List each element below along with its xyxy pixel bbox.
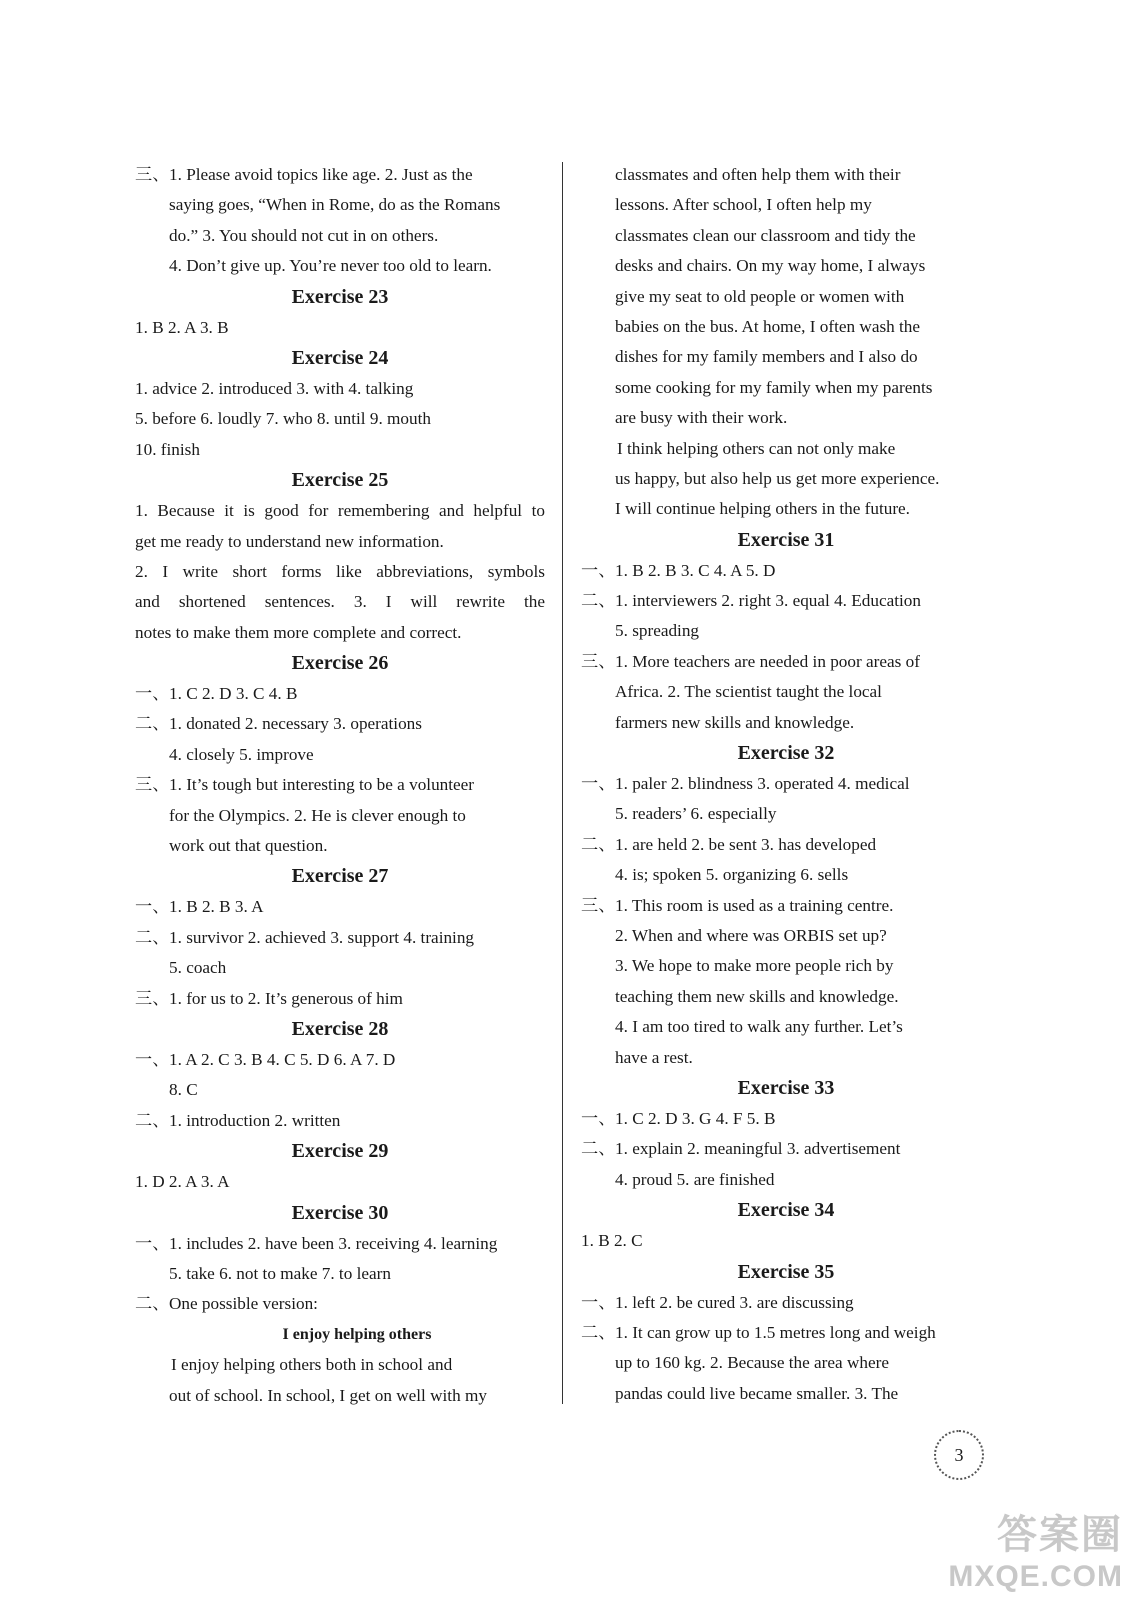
- section-marker: 一、: [135, 1049, 170, 1069]
- answer-line: work out that question.: [169, 836, 328, 856]
- answer-line: [581, 1288, 991, 1318]
- answer-line: [581, 891, 991, 921]
- section-marker: 一、: [581, 774, 616, 794]
- answer-text: 1. More teachers are needed in poor areas of: [615, 651, 920, 671]
- exercise-heading: Exercise 33: [737, 1076, 835, 1099]
- section-marker: 一、: [135, 684, 170, 704]
- answer-line: 1. B 2. A 3. B: [135, 317, 229, 337]
- answer-line: 1. D 2. A 3. A: [135, 1172, 230, 1192]
- answer-text: 1. left 2. be cured 3. are discussing: [615, 1292, 854, 1312]
- answer-line: I enjoy helping others both in school and: [171, 1355, 453, 1375]
- watermark-logo-text: 答案圈: [997, 1513, 1123, 1557]
- exercise-heading: Exercise 34: [737, 1199, 835, 1222]
- exercise-heading: Exercise 30: [291, 1201, 389, 1224]
- section-marker: 一、: [581, 1108, 616, 1128]
- answer-text: 1. Please avoid topics like age. 2. Just as the: [169, 165, 473, 184]
- watermark-url: MXQE.COM: [948, 1560, 1123, 1593]
- answer-line: pandas could live became smaller. 3. The: [615, 1383, 899, 1403]
- answer-line: are busy with their work.: [615, 408, 788, 428]
- exercise-heading: Exercise 23: [291, 285, 389, 308]
- answer-line: [135, 984, 545, 1014]
- answer-line: 10. finish: [135, 439, 200, 459]
- section-marker: 二、: [581, 591, 616, 611]
- section-marker: 二、: [581, 834, 616, 854]
- answer-line: get me ready to understand new information.: [135, 531, 444, 551]
- page-number: 3: [934, 1430, 984, 1480]
- answer-line: [135, 892, 545, 922]
- exercise-heading: Exercise 29: [291, 1140, 389, 1163]
- answer-line: [135, 1289, 545, 1319]
- answer-line: [581, 586, 991, 616]
- answer-text: 1. It’s tough but interesting to be a volunteer: [169, 775, 475, 795]
- answer-line: [581, 1104, 991, 1134]
- answer-line: 4. is; spoken 5. organizing 6. sells: [615, 865, 849, 885]
- exercise-heading: Exercise 26: [291, 652, 389, 675]
- answer-line: out of school. In school, I get on well with my: [169, 1385, 487, 1405]
- answer-line: 1. advice 2. introduced 3. with 4. talking: [135, 378, 414, 398]
- exercise-heading: Exercise 31: [737, 528, 835, 551]
- section-marker: 一、: [135, 897, 170, 917]
- exercise-heading: Exercise 27: [291, 865, 389, 888]
- section-marker: 三、: [135, 988, 170, 1008]
- answer-line: 2. I write short forms like abbreviations, symbols: [135, 561, 545, 581]
- answer-line: us happy, but also help us get more experience.: [615, 468, 940, 488]
- answer-text: 1. It can grow up to 1.5 metres long and weigh: [615, 1322, 936, 1342]
- section-marker: 三、: [135, 775, 170, 795]
- section-marker: 一、: [581, 560, 616, 580]
- answer-line: saying goes, “When in Rome, do as the Romans: [169, 195, 501, 215]
- answer-text: 1. are held 2. be sent 3. has developed: [615, 834, 877, 854]
- answer-line: 3. We hope to make more people rich by: [615, 956, 894, 976]
- answer-text: 1. C 2. D 3. G 4. F 5. B: [615, 1108, 776, 1128]
- answer-line: notes to make them more complete and correct.: [135, 622, 462, 642]
- exercise-heading: Exercise 32: [737, 742, 835, 765]
- answer-text: 1. B 2. B 3. C 4. A 5. D: [615, 560, 776, 580]
- essay-title: I enjoy helping others: [282, 1325, 432, 1343]
- answer-line: I think helping others can not only make: [617, 438, 896, 458]
- answer-text: 1. for us to 2. It’s generous of him: [169, 988, 403, 1008]
- answer-text: 1. introduction 2. written: [169, 1110, 341, 1130]
- answer-line: 5. readers’ 6. especially: [615, 804, 777, 824]
- answer-line: classmates clean our classroom and tidy the: [615, 225, 916, 245]
- answer-line: 5. coach: [169, 958, 227, 978]
- answer-line: babies on the bus. At home, I often wash the: [615, 316, 921, 336]
- section-marker: 二、: [581, 1322, 616, 1342]
- answer-line: teaching them new skills and knowledge.: [615, 986, 899, 1006]
- section-marker: 一、: [135, 1233, 170, 1253]
- exercise-heading: Exercise 28: [291, 1017, 389, 1040]
- answer-line: 5. spreading: [615, 621, 700, 641]
- answer-text: 1. includes 2. have been 3. receiving 4. learning: [169, 1233, 498, 1253]
- watermark: [948, 1503, 1123, 1594]
- answer-line: [581, 556, 991, 586]
- section-marker: 二、: [135, 927, 170, 947]
- answer-line: [135, 1045, 545, 1075]
- answer-line: 4. closely 5. improve: [169, 744, 314, 764]
- answer-line: [135, 679, 545, 709]
- answer-line: 5. take 6. not to make 7. to learn: [169, 1263, 391, 1283]
- answer-line: [135, 1106, 545, 1136]
- answer-line: [581, 830, 991, 860]
- answer-line: have a rest.: [615, 1047, 693, 1067]
- answer-line: 2. When and where was ORBIS set up?: [615, 925, 887, 945]
- answer-line: give my seat to old people or women with: [615, 286, 905, 306]
- answer-text: 1. A 2. C 3. B 4. C 5. D 6. A 7. D: [169, 1049, 396, 1069]
- column-divider: [562, 162, 563, 1404]
- answer-line: some cooking for my family when my parents: [615, 377, 933, 397]
- section-marker: 二、: [135, 714, 170, 734]
- answer-text: 1. donated 2. necessary 3. operations: [169, 714, 422, 734]
- answer-line: do.” 3. You should not cut in on others.: [169, 225, 439, 245]
- section-marker: 三、: [581, 651, 616, 671]
- section-marker: 一、: [581, 1292, 616, 1312]
- answer-line: [581, 1318, 991, 1348]
- answer-text: 1. interviewers 2. right 3. equal 4. Education: [615, 591, 921, 611]
- answer-text: 1. paler 2. blindness 3. operated 4. medical: [615, 774, 910, 794]
- answer-line: I will continue helping others in the future.: [615, 499, 910, 519]
- section-marker: 二、: [135, 1110, 170, 1130]
- answer-text: 1. This room is used as a training centre.: [615, 895, 894, 915]
- answer-line: lessons. After school, I often help my: [615, 195, 872, 215]
- answer-line: up to 160 kg. 2. Because the area where: [615, 1353, 889, 1373]
- answer-text: 1. explain 2. meaningful 3. advertisement: [615, 1139, 901, 1159]
- answer-text: 1. B 2. B 3. A: [169, 897, 264, 917]
- answer-line: farmers new skills and knowledge.: [615, 712, 855, 732]
- answer-line: [135, 923, 545, 953]
- answer-line: 5. before 6. loudly 7. who 8. until 9. mouth: [135, 409, 431, 429]
- answer-line: 8. C: [169, 1080, 198, 1100]
- answer-line: [581, 647, 991, 677]
- answer-text: 1. C 2. D 3. C 4. B: [169, 684, 298, 704]
- answer-line: [135, 709, 545, 739]
- answer-line: 4. Don’t give up. You’re never too old to learn.: [169, 256, 492, 276]
- exercise-heading: Exercise 25: [291, 469, 389, 492]
- answer-line: [581, 1134, 991, 1164]
- answer-text: One possible version:: [169, 1294, 318, 1314]
- answer-line: [135, 770, 545, 800]
- answer-line: [135, 160, 545, 190]
- answer-line: desks and chairs. On my way home, I always: [615, 256, 926, 276]
- answer-line: 4. I am too tired to walk any further. Let’s: [615, 1017, 903, 1037]
- right-column: [581, 160, 991, 1409]
- section-marker: 三、: [135, 165, 170, 184]
- answer-line: 4. proud 5. are finished: [615, 1169, 775, 1189]
- section-marker: 三、: [581, 895, 616, 915]
- section-marker: 二、: [135, 1294, 170, 1314]
- answer-line: Africa. 2. The scientist taught the local: [615, 682, 882, 702]
- exercise-heading: Exercise 35: [737, 1260, 835, 1283]
- answer-line: 1. Because it is good for remembering and helpful to: [135, 501, 545, 521]
- answer-line: dishes for my family members and I also do: [615, 347, 918, 367]
- left-column: [135, 160, 545, 1411]
- section-marker: 二、: [581, 1139, 616, 1159]
- answer-line: classmates and often help them with their: [615, 165, 901, 184]
- answer-text: 1. survivor 2. achieved 3. support 4. training: [169, 927, 475, 947]
- answer-line: for the Olympics. 2. He is clever enough to: [169, 805, 466, 825]
- answer-line: [581, 769, 991, 799]
- answer-line: [135, 1229, 545, 1259]
- answer-line: and shortened sentences. 3. I will rewrite the: [135, 592, 545, 612]
- answer-line: 1. B 2. C: [581, 1231, 643, 1251]
- exercise-heading: Exercise 24: [291, 346, 389, 369]
